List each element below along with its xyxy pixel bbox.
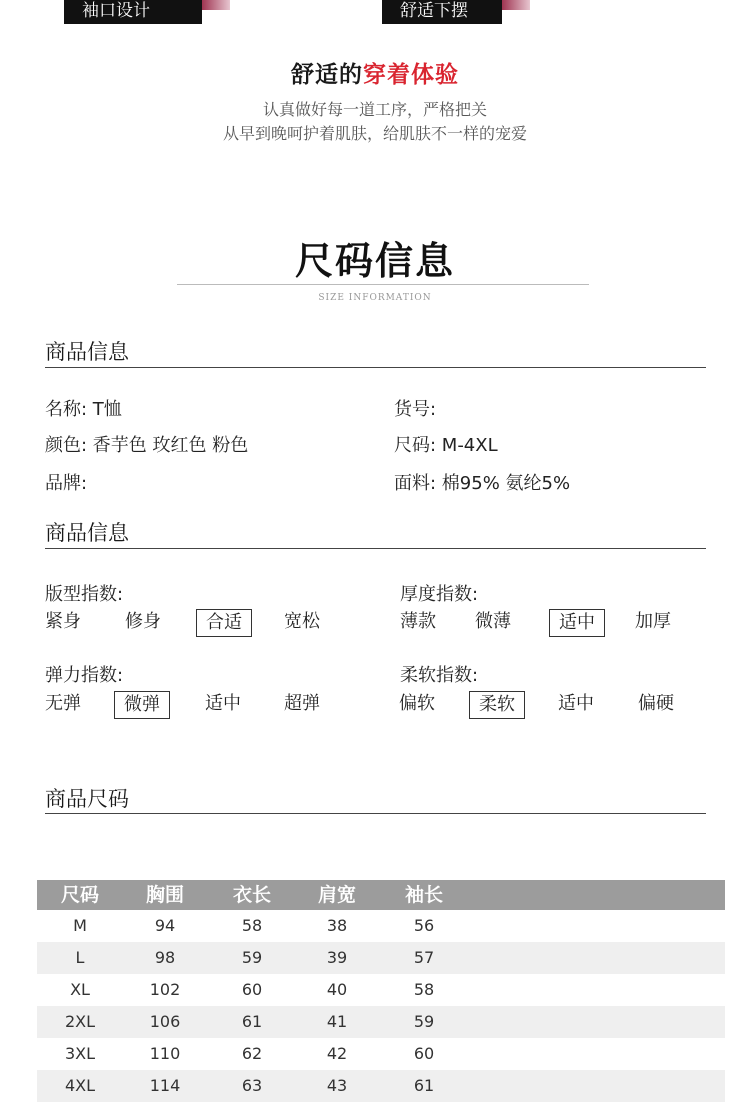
cell-size: M [73,916,87,935]
table-row [37,974,725,1006]
header-shoulder: 肩宽 [317,884,356,906]
size-table [37,880,725,1102]
cell-shoulder: 41 [326,1012,348,1031]
product-fabric: 面料: 棉95% 氨纶5% [394,473,571,494]
cell-shoulder: 43 [326,1076,348,1095]
size-chart-title: 商品尺码 [45,787,129,811]
cell-size: XL [70,980,90,999]
cell-chest: 94 [154,916,176,935]
comfort-title-plain: 舒适的 [291,62,363,88]
softness-option-hard-ish: 偏硬 [638,693,674,714]
table-row [37,1038,725,1070]
cell-chest: 110 [149,1044,181,1063]
table-row [37,942,725,974]
cell-length: 59 [241,948,263,967]
size-info-divider [177,284,589,285]
header-chest: 胸围 [145,884,184,906]
tag-cuff-design: 袖口设计 [64,0,202,24]
cell-length: 58 [241,916,263,935]
table-row [37,1070,725,1102]
comfort-line-2: 从早到晚呵护着肌肤，给肌肤不一样的宠爱 [222,124,527,143]
comfort-line-1: 认真做好每一道工序，严格把关 [262,100,487,119]
softness-option-medium: 适中 [558,693,594,714]
cell-length: 61 [241,1012,263,1031]
cell-shoulder: 38 [326,916,348,935]
cell-size: 2XL [64,1012,96,1031]
cell-length: 63 [241,1076,263,1095]
header-size: 尺码 [60,884,99,906]
table-row [37,1006,725,1038]
product-size-range: 尺码: M-4XL [394,435,498,456]
elasticity-option-none: 无弹 [45,693,81,714]
softness-option-soft-selected: 柔软 [469,691,525,719]
size-table-header [37,880,725,910]
cell-sleeve: 59 [413,1012,435,1031]
elasticity-option-super: 超弹 [284,693,320,714]
fit-option-tight: 紧身 [45,611,81,632]
cell-chest: 114 [149,1076,181,1095]
cell-sleeve: 60 [413,1044,435,1063]
comfort-title [0,56,750,89]
product-info-divider [45,367,706,368]
size-info-subtitle: SIZE INFORMATION [318,293,432,303]
table-row [37,910,725,942]
softness-index-label: 柔软指数: [400,665,479,686]
fit-option-slim: 修身 [125,611,161,632]
cell-sleeve: 56 [413,916,435,935]
cell-chest: 106 [149,1012,181,1031]
cell-sleeve: 57 [413,948,435,967]
indices-divider [45,548,706,549]
fit-index-label: 版型指数: [45,584,124,605]
thickness-option-medium-selected: 适中 [549,609,605,637]
size-chart-divider [45,813,706,814]
thickness-index-label: 厚度指数: [400,584,479,605]
header-sleeve: 袖长 [404,884,443,906]
cell-sleeve: 61 [413,1076,435,1095]
product-item-no: 货号: [394,399,437,420]
thickness-option-thick: 加厚 [635,611,671,632]
cell-length: 62 [241,1044,263,1063]
cell-size: 4XL [64,1076,96,1095]
cell-shoulder: 42 [326,1044,348,1063]
product-colors: 颜色: 香芋色 玫红色 粉色 [45,435,249,456]
tag-accent-right [500,0,530,10]
thickness-option-slightly-thin: 微薄 [475,611,511,632]
indices-title: 商品信息 [45,521,129,545]
product-brand: 品牌: [45,473,88,494]
cell-size: 3XL [64,1044,96,1063]
cell-sleeve: 58 [413,980,435,999]
header-length: 衣长 [232,884,271,906]
fit-option-loose: 宽松 [284,611,320,632]
cell-length: 60 [241,980,263,999]
fit-option-regular-selected: 合适 [196,609,252,637]
size-info-title: 尺码信息 [294,239,455,283]
elasticity-option-medium: 适中 [205,693,241,714]
cell-chest: 102 [149,980,181,999]
thickness-option-thin: 薄款 [400,611,436,632]
product-name: 名称: T恤 [45,399,122,420]
cell-shoulder: 40 [326,980,348,999]
cell-shoulder: 39 [326,948,348,967]
cell-chest: 98 [154,948,176,967]
elasticity-index-label: 弹力指数: [45,665,124,686]
tag-comfort-hem: 舒适下摆 [382,0,502,24]
softness-option-soft-ish: 偏软 [399,693,435,714]
elasticity-option-slight-selected: 微弹 [114,691,170,719]
tag-accent-left [200,0,230,10]
comfort-title-highlight: 穿着体验 [363,62,459,88]
product-info-title: 商品信息 [45,340,129,364]
cell-size: L [75,948,85,967]
